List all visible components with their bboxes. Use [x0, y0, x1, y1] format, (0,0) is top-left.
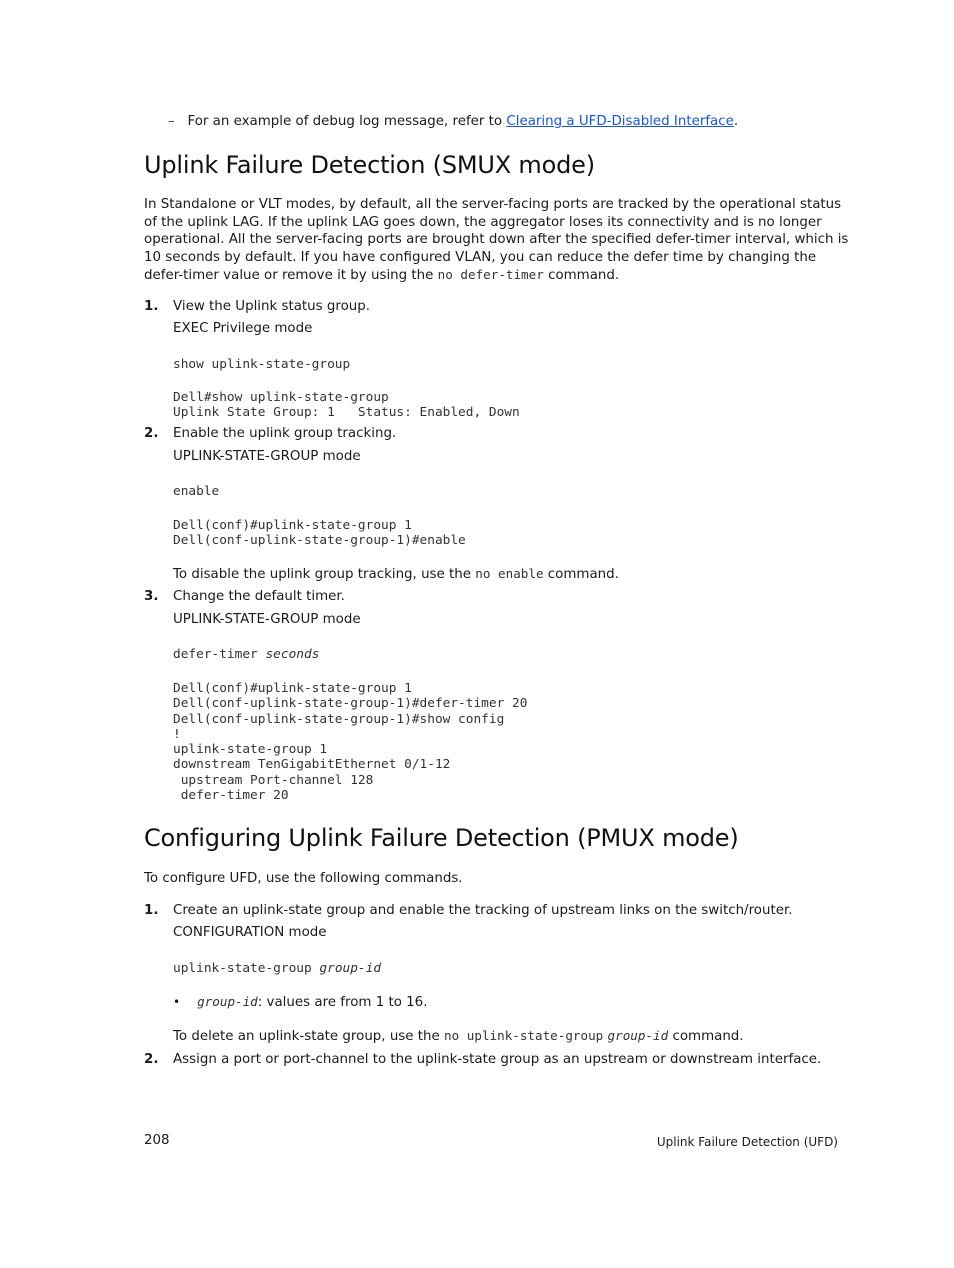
footer-chapter: Uplink Failure Detection (UFD) [656, 1135, 838, 1149]
command-name: defer-timer [173, 647, 258, 662]
step-text: View the Uplink status group. [173, 299, 371, 314]
step-command: enable [173, 484, 220, 499]
inline-code-no-defer-timer: no defer-timer [437, 267, 544, 283]
bullet-dot: • [173, 995, 181, 1009]
bullet-code: group-id [197, 994, 258, 1009]
step-number: 2. [144, 1052, 159, 1067]
step-command: show uplink-state-group [173, 357, 351, 372]
clearing-ufd-link[interactable]: Clearing a UFD-Disabled Interface [506, 114, 734, 129]
step-note [173, 1027, 744, 1046]
note-suffix: command. [547, 567, 619, 582]
note-prefix: To delete an uplink-state group, use the [173, 1029, 440, 1044]
section-title-pmux: Configuring Uplink Failure Detection (PMUX mode) [144, 824, 739, 852]
bullet-item [173, 993, 427, 1012]
para-last-suffix: command. [548, 268, 620, 284]
command-name: uplink-state-group [173, 961, 312, 976]
para-line: of the uplink LAG. If the uplink LAG goes down, the aggregator loses its connectivity and is no longer [144, 214, 822, 230]
step-command [173, 647, 319, 662]
section-smux-paragraph [144, 196, 848, 285]
intro-prefix: For an example of debug log message, refer to [187, 114, 503, 129]
step-number: 3. [144, 589, 159, 604]
inline-code-no-uplink-state-group: no uplink-state-group [444, 1028, 604, 1043]
section-title-smux: Uplink Failure Detection (SMUX mode) [144, 151, 595, 179]
step-note [173, 565, 619, 584]
para-line: operational. All the server-facing ports are brought down after the specified defer-timer interval, which is [144, 232, 849, 248]
page-number: 208 [144, 1133, 170, 1148]
command-arg: group-id [319, 961, 382, 976]
step-mode: EXEC Privilege mode [173, 321, 313, 336]
step-command [173, 961, 381, 976]
step-number: 1. [144, 903, 159, 918]
inline-code-no-enable: no enable [475, 566, 544, 581]
intro-dash: – [168, 114, 175, 129]
step-text: Enable the uplink group tracking. [173, 426, 397, 441]
inline-code-arg: group-id [607, 1028, 669, 1043]
step-number: 1. [144, 299, 159, 314]
step-mode: UPLINK-STATE-GROUP mode [173, 612, 361, 627]
para-line: In Standalone or VLT modes, by default, all the server-facing ports are tracked by the operational status [144, 197, 842, 212]
step-text: Assign a port or port-channel to the uplink-state group as an upstream or downstream interface. [173, 1052, 822, 1067]
intro-suffix: . [733, 114, 739, 129]
section-pmux-intro: To configure UFD, use the following commands. [144, 871, 463, 886]
step-mode: UPLINK-STATE-GROUP mode [173, 449, 361, 464]
bullet-text: : values are from 1 to 16. [257, 995, 428, 1010]
para-line [144, 266, 848, 285]
note-suffix: command. [672, 1029, 744, 1044]
note-prefix: To disable the uplink group tracking, use the [173, 567, 472, 582]
code-example: Dell(conf)#uplink-state-group 1 Dell(conf-uplink-state-group-1)#enable [173, 518, 466, 549]
step-mode: CONFIGURATION mode [173, 925, 327, 940]
para-line: 10 seconds by default. If you have configured VLAN, you can reduce the defer time by changing the [144, 249, 817, 265]
step-number: 2. [144, 426, 159, 441]
code-example: Dell(conf)#uplink-state-group 1 Dell(conf-uplink-state-group-1)#defer-timer 20 Dell(conf-uplink-state-group-1)#show config ! uplink-state-group 1 downstream TenGigabitEthernet 0/1-12 upstream Port-channel 128 defer-timer 20 [173, 681, 528, 804]
intro-line [168, 113, 738, 131]
command-arg: seconds [265, 647, 320, 662]
step-text: Create an uplink-state group and enable the tracking of upstream links on the switch/router. [173, 903, 793, 918]
code-example: Dell#show uplink-state-group Uplink State Group: 1 Status: Enabled, Down [173, 390, 520, 421]
para-last-prefix: defer-timer value or remove it by using the [144, 268, 434, 284]
step-text: Change the default timer. [173, 589, 345, 604]
